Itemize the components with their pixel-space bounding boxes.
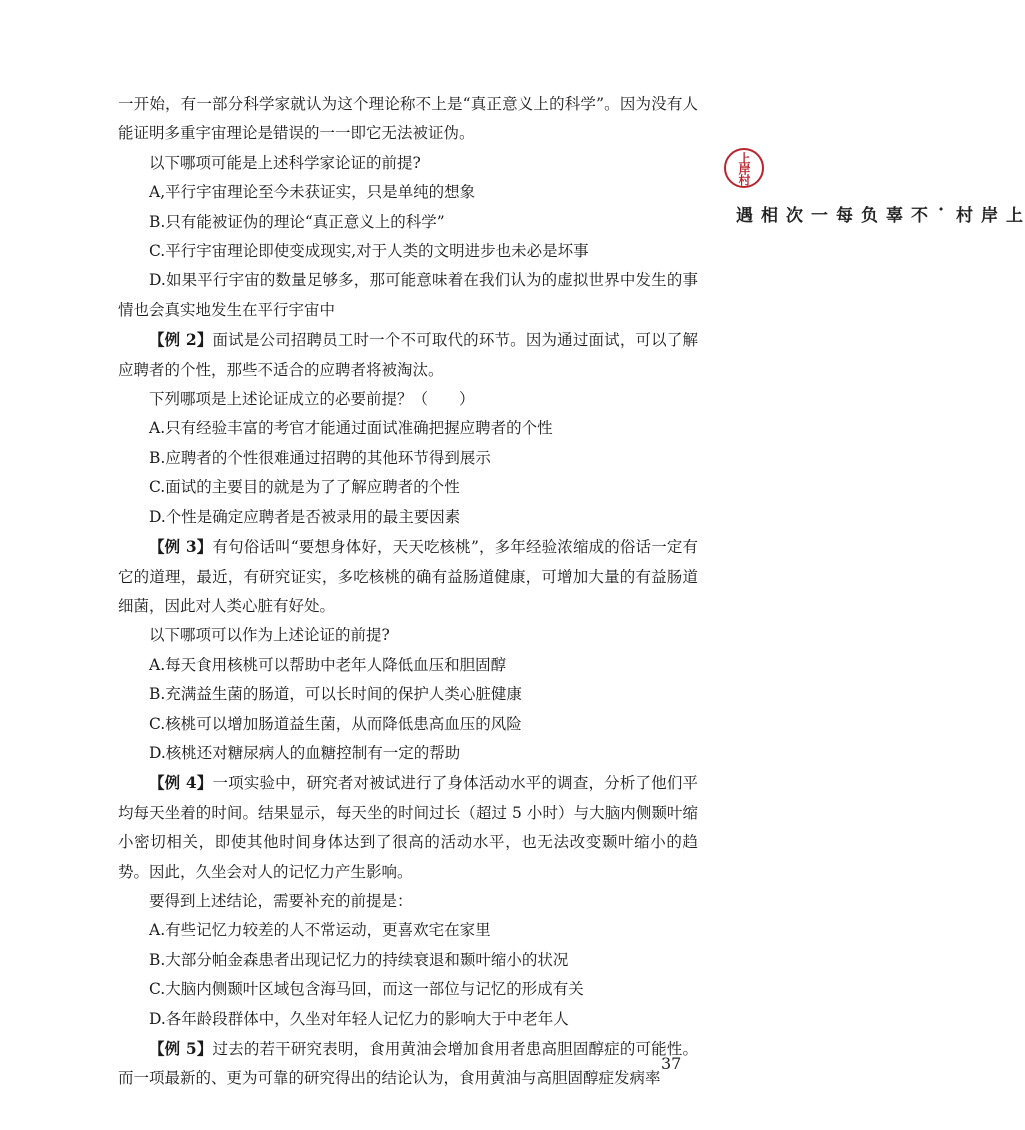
- paragraph: [118, 385, 698, 414]
- paragraph-text: 一开始，有一部分科学家就认为这个理论称不上是“真正意义上的科学”。因为没有人能证明多重宇宙理论是错误的一一即它无法被证伪。: [118, 95, 698, 143]
- paragraph-text: B.大部分帕金森患者出现记忆力的持续衰退和颞叶缩小的状况: [149, 950, 569, 969]
- example-label: 【例 5】: [149, 1039, 213, 1058]
- paragraph-text: C.平行宇宙理论即使变成现实,对于人类的文明进步也未必是坏事: [149, 242, 589, 261]
- paragraph-text: 要得到上述结论，需要补充的前提是：: [149, 891, 413, 910]
- paragraph: [118, 444, 698, 473]
- paragraph-text: A.只有经验丰富的考官才能通过面试准确把握应聘者的个性: [149, 419, 553, 438]
- paragraph: [118, 680, 698, 709]
- paragraph: [118, 946, 698, 975]
- paragraph: [118, 916, 698, 945]
- example-paragraph: [118, 1034, 698, 1094]
- paragraph: [118, 178, 698, 207]
- paragraph-text: B.应聘者的个性很难通过招聘的其他环节得到展示: [149, 448, 491, 467]
- example-paragraph: [118, 325, 698, 385]
- seal-logo: [724, 148, 764, 188]
- example-paragraph: [118, 532, 698, 621]
- paragraph-text: D.各年龄段群体中，久坐对年轻人记忆力的影响大于中老年人: [149, 1009, 569, 1028]
- paragraph-text: B.只有能被证伪的理论“真正意义上的科学”: [149, 212, 445, 231]
- paragraph-text: D.如果平行宇宙的数量足够多，那可能意味着在我们认为的虚拟世界中发生的事情也会真实地发生在平行宇宙中: [118, 271, 698, 319]
- paragraph: [118, 651, 698, 680]
- example-label: 【例 4】: [149, 773, 213, 793]
- paragraph-text: A.有些记忆力较差的人不常运动，更喜欢宅在家里: [149, 921, 491, 940]
- paragraph-text: C.大脑内侧颞叶区域包含海马回，而这一部位与记忆的形成有关: [149, 980, 584, 999]
- example-paragraph: [118, 768, 698, 887]
- paragraph: [118, 739, 698, 768]
- paragraph: [118, 90, 698, 149]
- paragraph: [118, 266, 698, 325]
- paragraph: [118, 621, 698, 650]
- paragraph-text: 一项实验中，研究者对被试进行了身体活动水平的调查，分析了他们平均每天坐着的时间。结果显示，每天坐的时间过长（超过 5 小时）与大脑内侧颞叶缩小密切相关，即使其他时间身体达到了很高的活动水平，也无法改变颞叶缩小的趋势。因此，久坐会对人的记忆力产生影响。: [118, 774, 698, 881]
- paragraph: [118, 473, 698, 502]
- paragraph: [118, 1005, 698, 1034]
- example-label: 【例 2】: [149, 330, 213, 350]
- page-number: 37: [661, 1054, 682, 1073]
- example-label: 【例 3】: [149, 537, 213, 557]
- paragraph: [118, 237, 698, 266]
- paragraph-text: D.个性是确定应聘者是否被录用的最主要因素: [149, 507, 461, 526]
- paragraph: [118, 503, 698, 532]
- paragraph: [118, 710, 698, 739]
- paragraph: [118, 887, 698, 916]
- paragraph-text: 面试是公司招聘员工时一个不可取代的环节。因为通过面试，可以了解应聘者的个性，那些不适合的应聘者将被淘汰。: [118, 331, 698, 379]
- paragraph-text: A,平行宇宙理论至今未获证实，只是单纯的想象: [149, 183, 476, 202]
- paragraph: [118, 149, 698, 178]
- paragraph-text: C.面试的主要目的就是为了了解应聘者的个性: [149, 478, 460, 497]
- paragraph-text: A.每天食用核桃可以帮助中老年人降低血压和胆固醇: [149, 655, 507, 674]
- paragraph-text: D.核桃还对糖尿病人的血糖控制有一定的帮助: [149, 743, 461, 762]
- paragraph-text: B.充满益生菌的肠道，可以长时间的保护人类心脏健康: [149, 685, 522, 704]
- side-slogan: 上岸村·不辜负每一次相遇: [732, 206, 1022, 229]
- paragraph: [118, 414, 698, 443]
- paragraph-text: 有句俗话叫“要想身体好，天天吃核桃”，多年经验浓缩成的俗话一定有它的道理，最近，有研究证实，多吃核桃的确有益肠道健康，可增加大量的有益肠道细菌，因此对人类心脏有好处。: [118, 538, 698, 615]
- paragraph: [118, 975, 698, 1004]
- paragraph-text: 下列哪项是上述论证成立的必要前提？（ ）: [149, 390, 475, 409]
- paragraph-text: 以下哪项可以作为上述论证的前提?: [149, 626, 390, 645]
- paragraph-text: C.核桃可以增加肠道益生菌，从而降低患高血压的风险: [149, 714, 522, 733]
- body-text: [118, 90, 698, 1094]
- paragraph-text: 过去的若干研究表明，食用黄油会增加食用者患高胆固醇症的可能性。而一项最新的、更为可靠的研究得出的结论认为，食用黄油与高胆固醇症发病率: [118, 1040, 698, 1088]
- seal-logo-text: 上岸村: [737, 151, 751, 185]
- paragraph: [118, 208, 698, 237]
- paragraph-text: 以下哪项可能是上述科学家论证的前提?: [149, 153, 421, 172]
